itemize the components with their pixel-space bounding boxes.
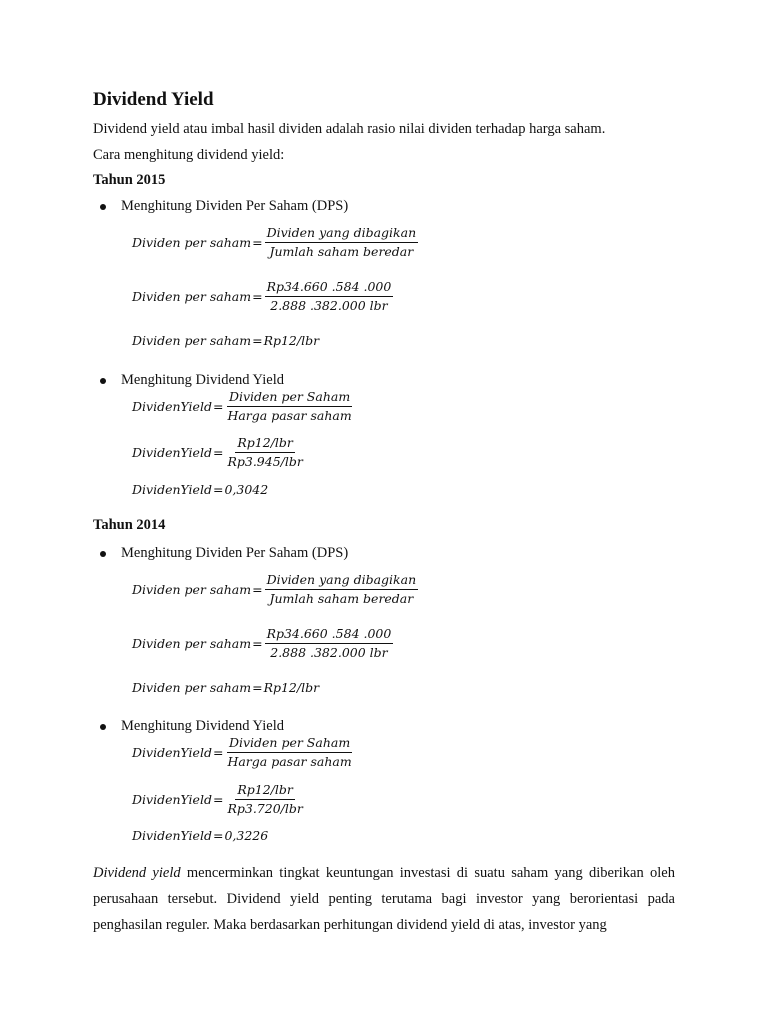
fraction — [265, 626, 394, 661]
equation-dy-formula-2014 — [132, 735, 354, 770]
eq-lhs: Dividen per saham — [132, 680, 252, 695]
eq-lhs: DividenYield — [132, 445, 212, 460]
equals-sign: = — [212, 399, 224, 414]
bullet-dot — [100, 378, 106, 384]
fraction — [225, 782, 304, 817]
equals-sign: = — [212, 828, 224, 843]
fraction — [265, 572, 419, 607]
fraction — [265, 225, 419, 260]
bullet-dy-2014: Menghitung Dividend Yield — [121, 718, 284, 734]
eq-lhs: Dividen per saham — [132, 636, 252, 651]
bullet-dot — [100, 724, 106, 730]
fraction-numerator: Rp12/lbr — [235, 435, 295, 453]
eq-lhs: Dividen per saham — [132, 289, 252, 304]
bullet-dot — [100, 204, 106, 210]
howto-text: Cara menghitung dividend yield: — [93, 147, 285, 163]
eq-lhs: DividenYield — [132, 399, 212, 414]
equals-sign: = — [212, 792, 224, 807]
eq-lhs: Dividen per saham — [132, 333, 252, 348]
equation-dps-values-2014 — [132, 626, 393, 661]
equals-sign: = — [252, 636, 263, 651]
fraction — [225, 735, 353, 770]
equals-sign: = — [212, 745, 224, 760]
closing-text: mencerminkan tingkat keuntungan investasi di suatu saham yang diberikan oleh perusahaan tersebut. Dividend yield penting terutama bagi investor yang berorientasi pada penghasilan reguler. Maka berdasarkan perhitungan dividend yield di atas, investor yang — [93, 865, 675, 933]
equation-dps-result-2014 — [132, 680, 319, 695]
eq-lhs: Dividen per saham — [132, 235, 252, 250]
equation-dy-values-2014 — [132, 782, 305, 817]
intro-text: Dividend yield atau imbal hasil dividen adalah rasio nilai dividen terhadap harga saham. — [93, 121, 606, 137]
eq-rhs: 0,3226 — [224, 828, 269, 843]
fraction-denominator: 2.888 .382.000 lbr — [270, 298, 388, 313]
equals-sign: = — [252, 680, 263, 695]
equals-sign: = — [252, 582, 263, 597]
fraction-numerator: Rp34.660 .584 .000 — [265, 279, 394, 297]
fraction-numerator: Dividen per Saham — [227, 389, 352, 407]
fraction-numerator: Rp12/lbr — [235, 782, 295, 800]
eq-rhs: Rp12/lbr — [263, 333, 320, 348]
closing-italic-term: Dividend yield — [93, 865, 181, 881]
bullet-dy-2015: Menghitung Dividend Yield — [121, 372, 284, 388]
eq-lhs: DividenYield — [132, 828, 212, 843]
equation-dy-result-2014 — [132, 828, 268, 843]
equation-dy-formula-2015 — [132, 389, 354, 424]
eq-lhs: DividenYield — [132, 792, 212, 807]
fraction-denominator: Harga pasar saham — [227, 408, 352, 423]
fraction-denominator: Jumlah saham beredar — [269, 591, 414, 606]
fraction — [265, 279, 394, 314]
equals-sign: = — [212, 482, 224, 497]
section-heading-2014: Tahun 2014 — [93, 517, 166, 533]
equals-sign: = — [252, 289, 263, 304]
fraction-numerator: Dividen per Saham — [227, 735, 352, 753]
eq-lhs: DividenYield — [132, 745, 212, 760]
fraction-denominator: Rp3.720/lbr — [227, 801, 303, 816]
eq-lhs: DividenYield — [132, 482, 212, 497]
equals-sign: = — [212, 445, 224, 460]
section-heading-2015: Tahun 2015 — [93, 172, 166, 188]
bullet-dps-2014: Menghitung Dividen Per Saham (DPS) — [121, 545, 349, 561]
fraction-denominator: Rp3.945/lbr — [227, 454, 303, 469]
fraction — [225, 435, 304, 470]
bullet-dot — [100, 551, 106, 557]
fraction-numerator: Dividen yang dibagikan — [265, 225, 419, 243]
closing-paragraph — [93, 860, 675, 938]
eq-rhs: Rp12/lbr — [263, 680, 320, 695]
equation-dy-result-2015 — [132, 482, 268, 497]
page-title: Dividend Yield — [93, 89, 214, 110]
eq-lhs: Dividen per saham — [132, 582, 252, 597]
equation-dps-formula-2015 — [132, 225, 418, 260]
fraction-denominator: 2.888 .382.000 lbr — [270, 645, 388, 660]
equals-sign: = — [252, 235, 263, 250]
equation-dps-formula-2014 — [132, 572, 418, 607]
equation-dy-values-2015 — [132, 435, 305, 470]
fraction — [225, 389, 353, 424]
fraction-numerator: Rp34.660 .584 .000 — [265, 626, 394, 644]
equation-dps-result-2015 — [132, 333, 319, 348]
equation-dps-values-2015 — [132, 279, 393, 314]
eq-rhs: 0,3042 — [224, 482, 269, 497]
bullet-dps-2015: Menghitung Dividen Per Saham (DPS) — [121, 198, 349, 214]
equals-sign: = — [252, 333, 263, 348]
fraction-denominator: Harga pasar saham — [227, 754, 352, 769]
fraction-numerator: Dividen yang dibagikan — [265, 572, 419, 590]
fraction-denominator: Jumlah saham beredar — [269, 244, 414, 259]
